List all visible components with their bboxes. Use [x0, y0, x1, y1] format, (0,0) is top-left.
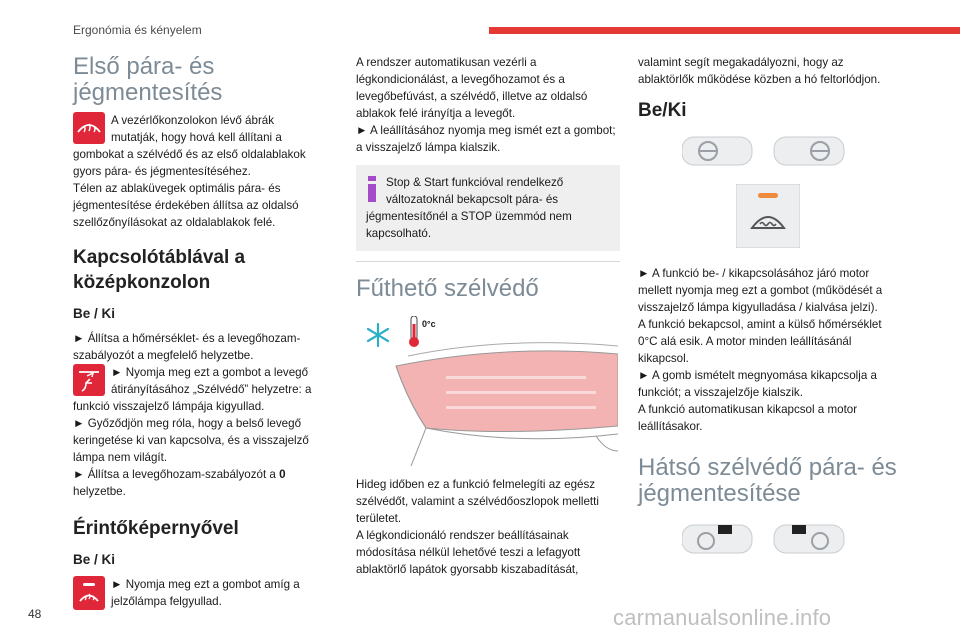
temperature-label: 0°c [422, 319, 436, 329]
be-ki-paragraph-1: ► A funkció be- / kikapcsolásához járó motor mellett nyomja meg ezt a gombot (működését a visszajelző lámpa kigyulladása / kialvása jelzi). [638, 267, 883, 314]
heading-be-ki: Be/Ki [638, 100, 687, 121]
touch-defrost-icon [73, 576, 105, 610]
step-4: ► Állítsa a levegőhozam-szabályozót a 0 helyzetbe. [73, 468, 286, 498]
windscreen-airflow-icon [73, 364, 105, 396]
section-title-rear-demist: Hátsó szélvédő pára- és jégmentesítése [638, 454, 897, 507]
watermark: carmanualsonline.info [613, 605, 832, 630]
step-3: ► Győződjön meg róla, hogy a belső levegő keringetése ki van kapcsolva, és a visszajelző lámpa nem világít. [73, 417, 309, 464]
heading-touchscreen: Érintőképernyővel [73, 518, 239, 539]
info-note: Stop & Start funkcióval rendelkező változatoknál bekapcsolt pára- és jégmentesítőnél a STOP üzemmód nem kapcsolható. [356, 165, 620, 251]
column-3 [638, 54, 900, 566]
divider [356, 261, 620, 262]
step-1: ► Állítsa a hőmérséklet- és a levegőhozam-szabályozót a megfelelő helyzetbe. [73, 332, 301, 362]
heated-paragraph-2: A légkondicionáló rendszer beállításainak módosítása nélkül lehetővé teszi a lefagyott ablaktörlő lapátok gyorsabb kiszabadítását, [356, 529, 581, 576]
heading-on-off: Be / Ki [73, 306, 116, 321]
steering-wheel-buttons-illustration [682, 133, 900, 178]
windscreen-heat-button [736, 184, 900, 253]
continuation-paragraph: valamint segít megakadályozni, hogy az ablaktörlők működése közben a hó feltorlódjon. [638, 56, 881, 86]
winter-paragraph: Télen az ablaküvegek optimális pára- és jégmentesítése érdekében állítsa az oldalsó szellőzőnyílásokat az oldalablakok felé. [73, 182, 299, 229]
be-ki-paragraph-4: A funkció automatikusan kikapcsol a motor leállításakor. [638, 403, 858, 433]
running-header: Ergonómia és kényelem [73, 23, 202, 37]
be-ki-paragraph-2: A funkció bekapcsol, amint a külső hőmérséklet 0°C alá esik. A motor minden leállításánál kikapcsol. [638, 318, 882, 365]
section-title-front-demist: Első pára- és jégmentesítés [73, 53, 223, 106]
step-2: ► Nyomja meg ezt a gombot a levegő átirányításához „Szélvédő” helyzetre: a funkció visszajelző lámpája kigyullad. [73, 366, 312, 413]
column-2 [356, 54, 620, 578]
info-icon [368, 176, 376, 202]
rear-demist-buttons-illustration [682, 521, 900, 566]
page-number: 48 [28, 607, 42, 621]
auto-paragraph: A rendszer automatikusan vezérli a légkondicionálást, a levegőhozamot és a levegőbefúvást, a szélvédő, illetve az oldalsó ablakok felé irányítja a levegőt. [356, 56, 588, 120]
stop-paragraph: ► A leállításához nyomja meg ismét ezt a gombot; a visszajelző lámpa kialszik. [356, 124, 616, 154]
column-1 [73, 54, 323, 612]
section-title-heated-windscreen: Fűthető szélvédő [356, 275, 539, 302]
heated-paragraph-1: Hideg időben ez a funkció felmelegíti az egész szélvédőt, valamint a szélvédőoszlopok melletti területet. [356, 478, 599, 525]
front-demist-icon [73, 112, 105, 144]
header-accent-bar [489, 27, 960, 34]
heading-center-console: Kapcsolótáblával a középkonzolon [73, 247, 246, 293]
be-ki-paragraph-3: ► A gomb ismételt megnyomása kikapcsolja a funkciót; a visszajelzője kialszik. [638, 369, 877, 399]
touch-step: ► Nyomja meg ezt a gombot amíg a jelzőlámpa felgyullad. [73, 576, 323, 610]
heated-windscreen-illustration [356, 316, 618, 466]
heading-on-off-touch: Be / Ki [73, 552, 116, 567]
intro-paragraph: A vezérlőkonzolokon lévő ábrák mutatják, hogy hová kell állítani a gombokat a szélvédő és az első oldalablakok gyors pára- és jégmentesítéséhez. [73, 114, 306, 178]
